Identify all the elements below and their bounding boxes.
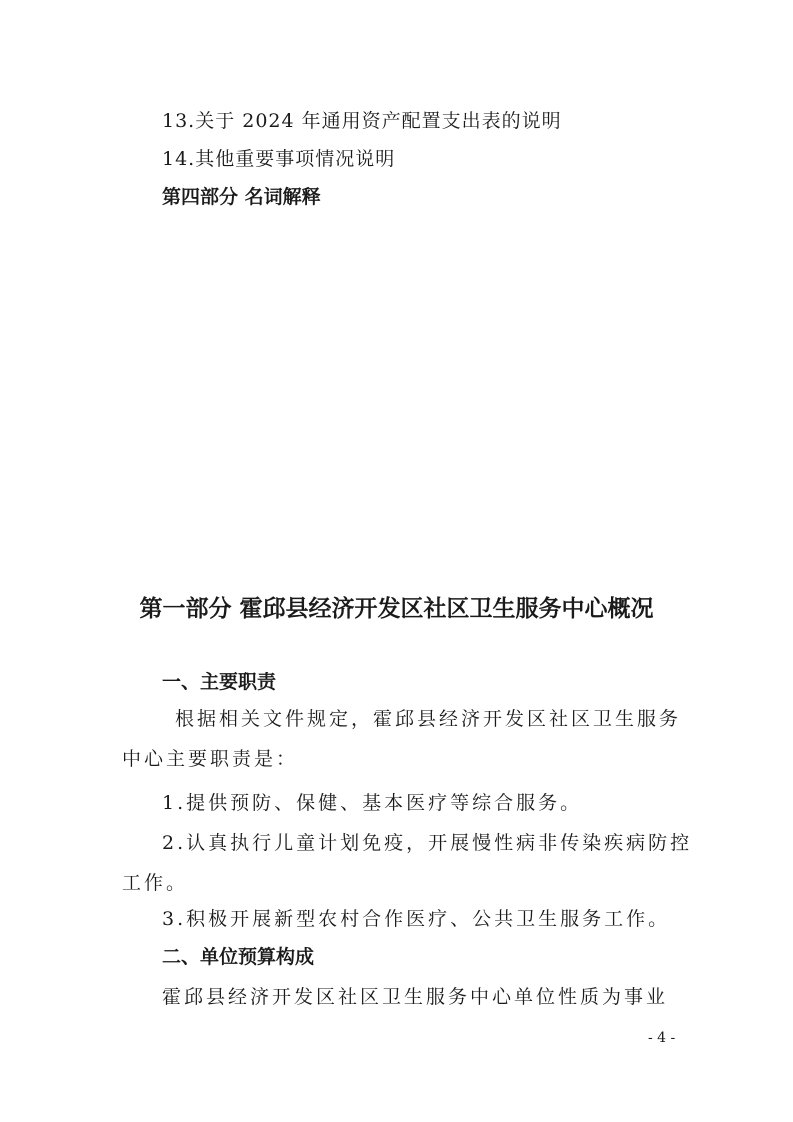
paragraph-budget-line-1: 霍邱县经济开发区社区卫生服务中心单位性质为事业 — [162, 986, 669, 1008]
toc-item-14: 14.其他重要事项情况说明 — [162, 148, 396, 170]
duty-item-3: 3.积极开展新型农村合作医疗、公共卫生服务工作。 — [162, 908, 671, 930]
toc-item-13: 13.关于 2024 年通用资产配置支出表的说明 — [162, 110, 562, 132]
paragraph-duties-line-2: 中心主要职责是： — [122, 748, 299, 770]
paragraph-duties-line-1: 根据相关文件规定，霍邱县经济开发区社区卫生服务 — [175, 708, 682, 730]
subheading-budget-composition: 二、单位预算构成 — [162, 946, 315, 968]
page-number: - 4 - — [648, 1030, 676, 1046]
subheading-main-duties: 一、主要职责 — [162, 671, 277, 693]
section-title: 第一部分 霍邱县经济开发区社区卫生服务中心概况 — [139, 596, 654, 622]
toc-part-4-heading: 第四部分 名词解释 — [162, 186, 321, 208]
duty-item-2-line-2: 工作。 — [122, 872, 189, 894]
duty-item-2-line-1: 2.认真执行儿童计划免疫，开展慢性病非传染疾病防控 — [162, 832, 693, 854]
duty-item-1: 1.提供预防、保健、基本医疗等综合服务。 — [162, 792, 583, 814]
